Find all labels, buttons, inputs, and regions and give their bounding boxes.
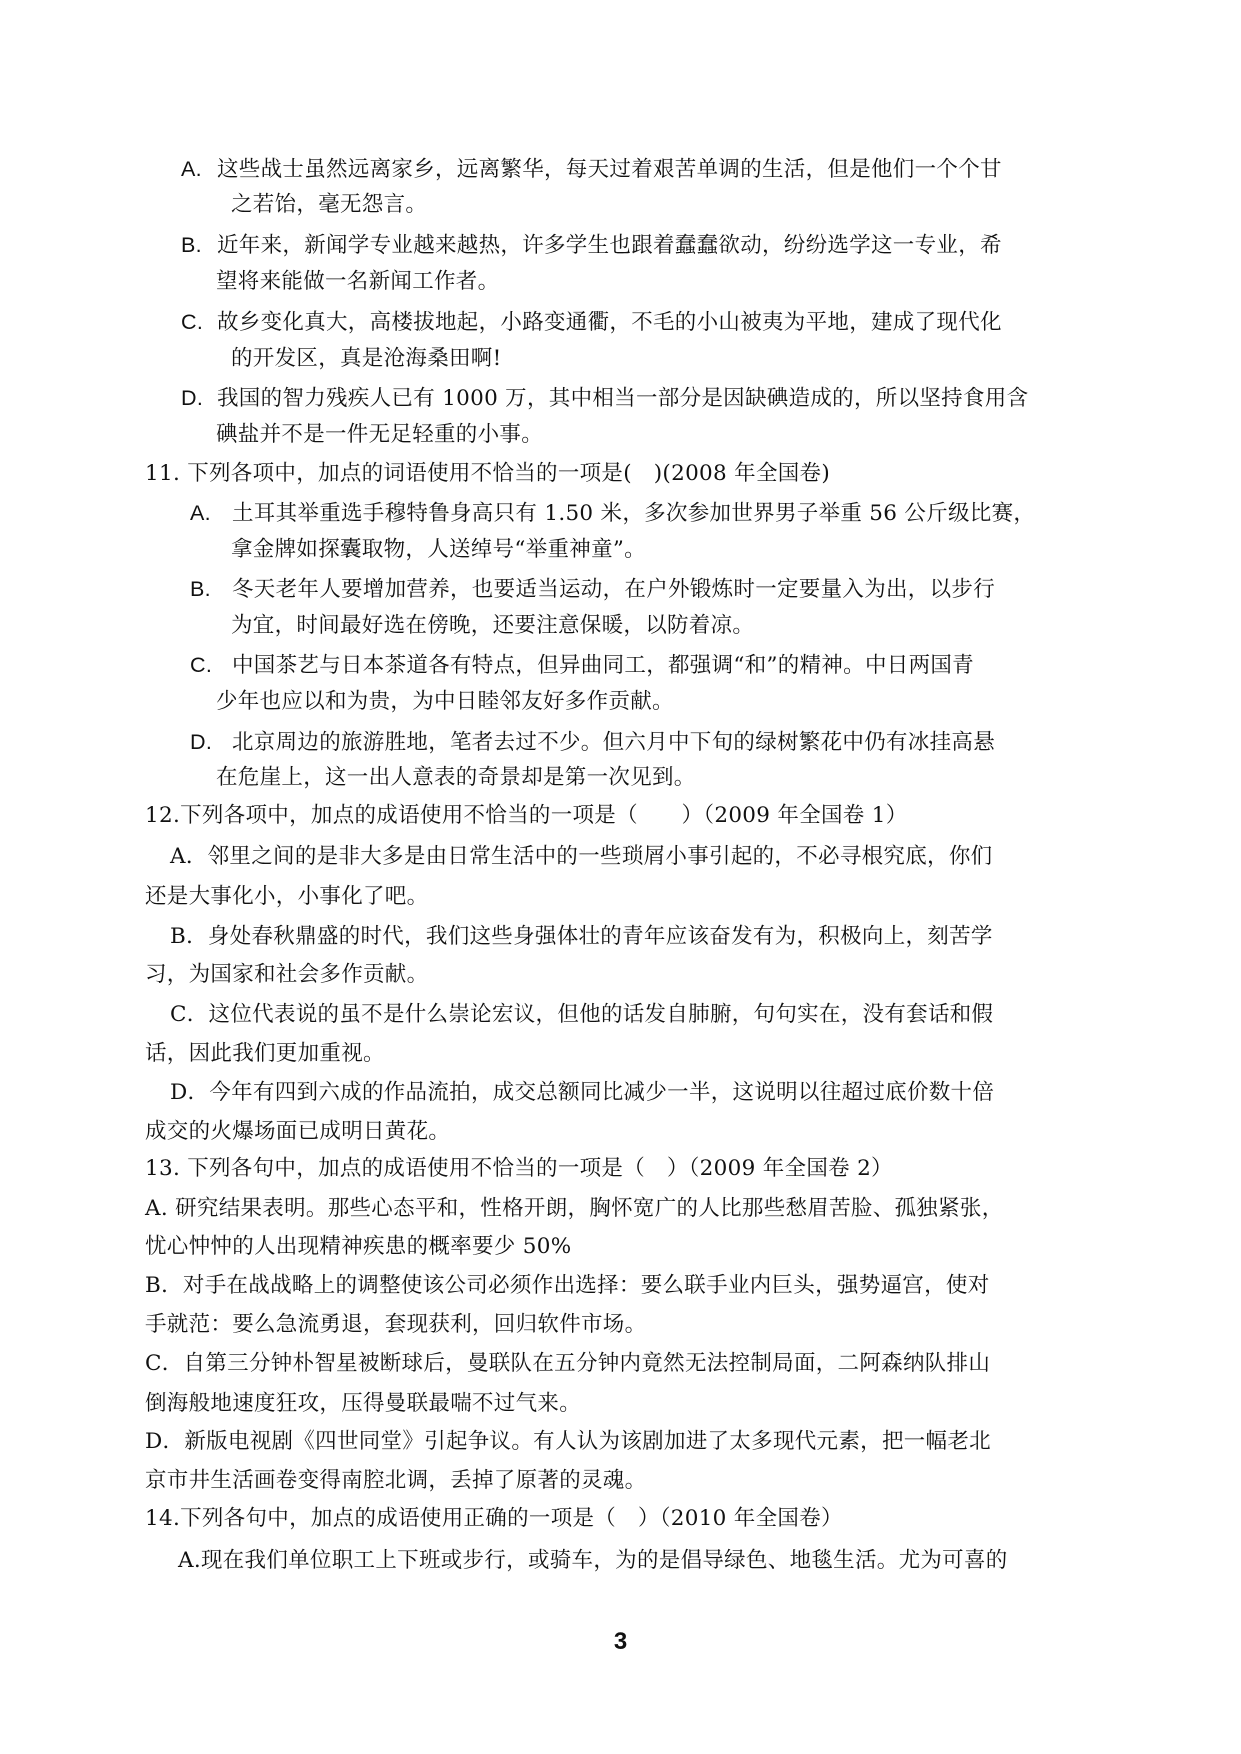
option-text-cont: 在危崖上，这一出人意表的奇景却是第一次见到。 <box>216 765 696 790</box>
option-c: C．这位代表说的虽不是什么崇论宏议，但他的话发自肺腑，句句实在，没有套话和假 <box>170 1002 994 1027</box>
option-d: D．新版电视剧《四世同堂》引起争议。有人认为该剧加进了太多现代元素，把一幅老北 <box>145 1429 991 1454</box>
option-text: 这些战士虽然远离家乡，远离繁华，每天过着艰苦单调的生活，但是他们一个个甘 <box>217 157 1002 182</box>
option-d-cont: 京市井生活画卷变得南腔北调，丢掉了原著的灵魂。 <box>145 1468 647 1493</box>
option-label: A. <box>181 157 202 181</box>
option-label: D. <box>190 730 213 754</box>
option-a: A. 研究结果表明。那些心态平和，性格开朗，胸怀宽广的人比那些愁眉苦脸、孤独紧张， <box>145 1196 1004 1221</box>
question-stem: 12.下列各项中，加点的成语使用不恰当的一项是（ ）（2009 年全国卷 1） <box>145 803 908 828</box>
option-text: 故乡变化真大，高楼拔地起，小路变通衢，不毛的小山被夷为平地，建成了现代化 <box>217 310 1002 335</box>
option-label: B. <box>181 233 202 257</box>
option-label: C. <box>190 653 213 677</box>
option-d: D．今年有四到六成的作品流拍，成交总额同比减少一半，这说明以往超过底价数十倍 <box>170 1080 995 1105</box>
option-text-cont: 之若饴，毫无怨言。 <box>231 192 428 217</box>
option-a-cont: 还是大事化小，小事化了吧。 <box>145 884 429 909</box>
option-label: A. <box>190 501 211 525</box>
option-b-cont: 习，为国家和社会多作贡献。 <box>145 962 429 987</box>
option-c-cont: 话，因此我们更加重视。 <box>145 1041 385 1066</box>
option-label: C. <box>181 310 204 334</box>
option-a: A．邻里之间的是非大多是由日常生活中的一些琐屑小事引起的，不必寻根究底，你们 <box>170 844 993 869</box>
option-text-cont: 的开发区，真是沧海桑田啊! <box>231 346 502 371</box>
option-text-cont: 拿金牌如探囊取物，人送绰号“举重神童”。 <box>231 537 646 562</box>
option-c-cont: 倒海般地速度狂攻，压得曼联最喘不过气来。 <box>145 1391 582 1416</box>
option-label: B. <box>190 577 211 601</box>
option-label: D. <box>181 386 204 410</box>
option-text-cont: 少年也应以和为贵，为中日睦邻友好多作贡献。 <box>216 689 674 714</box>
option-text-cont: 望将来能做一名新闻工作者。 <box>216 269 500 294</box>
option-text: 中国茶艺与日本茶道各有特点，但异曲同工，都强调“和”的精神。中日两国青 <box>232 653 974 678</box>
option-text: 我国的智力残疾人已有 1000 万，其中相当一部分是因缺碘造成的，所以坚持食用含 <box>217 386 1029 411</box>
option-a-cont: 忧心忡忡的人出现精神疾患的概率要少 50% <box>145 1234 572 1259</box>
option-d-cont: 成交的火爆场面已成明日黄花。 <box>145 1119 451 1144</box>
option-c: C．自第三分钟朴智星被断球后，曼联队在五分钟内竟然无法控制局面，二阿森纳队排山 <box>145 1351 991 1376</box>
option-text-cont: 碘盐并不是一件无足轻重的小事。 <box>216 422 544 447</box>
option-a: A.现在我们单位职工上下班或步行，或骑车，为的是倡导绿色、地毯生活。尤为可喜的 <box>178 1548 1008 1573</box>
option-text: 北京周边的旅游胜地，笔者去过不少。但六月中下旬的绿树繁花中仍有冰挂高悬 <box>232 730 996 755</box>
option-text-cont: 为宜，时间最好选在傍晚，还要注意保暖，以防着凉。 <box>231 613 755 638</box>
option-b: B．身处春秋鼎盛的时代，我们这些身强体壮的青年应该奋发有为，积极向上，刻苦学 <box>170 924 993 949</box>
option-text: 近年来，新闻学专业越来越热，许多学生也跟着蠢蠢欲动，纷纷选学这一专业，希 <box>217 233 1002 258</box>
question-stem: 11. 下列各项中，加点的词语使用不恰当的一项是( )(2008 年全国卷) <box>145 461 831 486</box>
option-b-cont: 手就范：要么急流勇退，套现获利，回归软件市场。 <box>145 1312 647 1337</box>
question-stem: 14.下列各句中，加点的成语使用正确的一项是（ ）（2010 年全国卷） <box>145 1506 843 1531</box>
page-number: 3 <box>613 1628 628 1655</box>
option-text: 土耳其举重选手穆特鲁身高只有 1.50 米，多次参加世界男子举重 56 公斤级比赛， <box>232 501 1036 526</box>
option-b: B．对手在战战略上的调整使该公司必须作出选择：要么联手业内巨头，强势逼宫，使对 <box>145 1273 990 1298</box>
option-text: 冬天老年人要增加营养，也要适当运动，在户外锻炼时一定要量入为出，以步行 <box>232 577 996 602</box>
question-stem: 13. 下列各句中，加点的成语使用不恰当的一项是（ ）（2009 年全国卷 2） <box>145 1156 893 1181</box>
